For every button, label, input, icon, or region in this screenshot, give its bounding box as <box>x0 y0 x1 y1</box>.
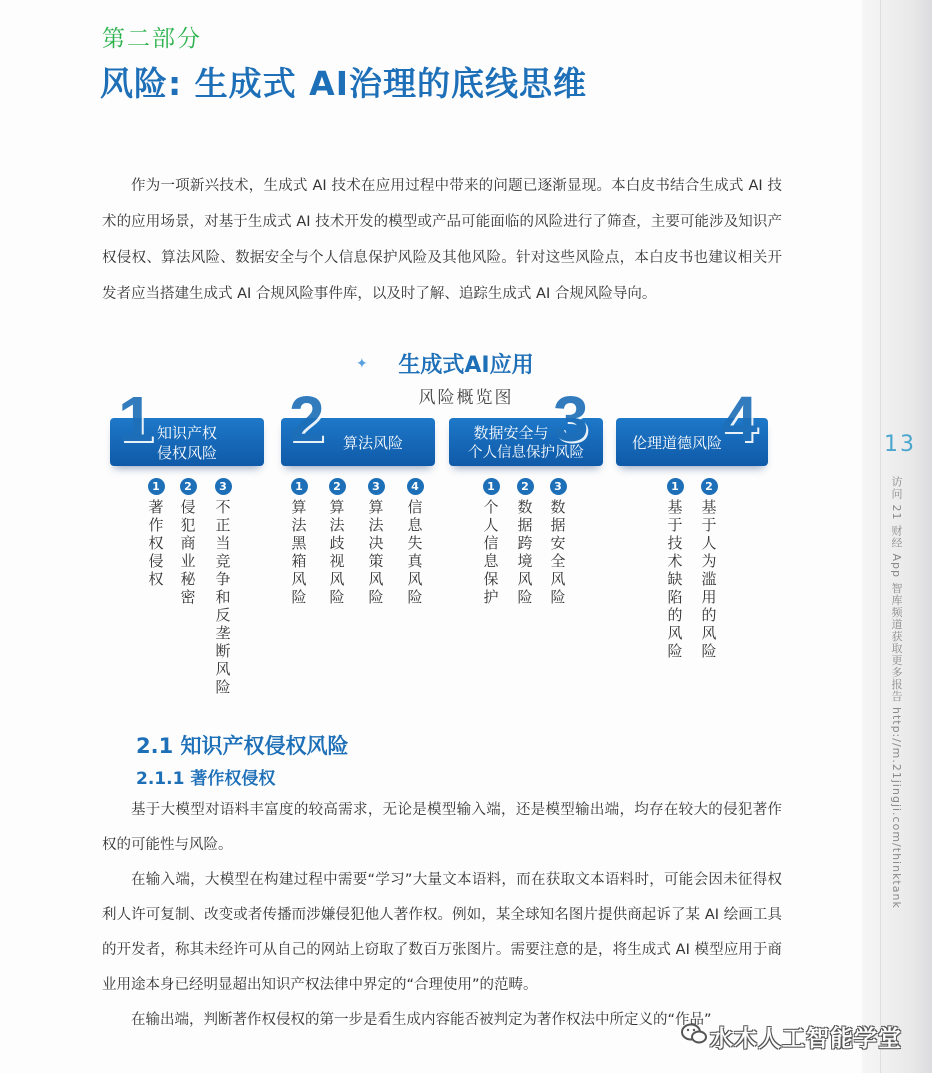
risk-item <box>481 478 501 606</box>
section-heading: 2.1 知识产权侵权风险 <box>136 734 349 758</box>
item-text: 数据跨境风险 <box>517 498 533 606</box>
category-label-line1: 伦理道德风险 <box>631 434 722 452</box>
item-text: 基于技术缺陷的风险 <box>667 498 683 660</box>
wechat-icon <box>680 1022 710 1050</box>
item-text: 个人信息保护 <box>483 498 499 606</box>
category-label-line1: 知识产权 <box>156 424 217 442</box>
item-number: 2 <box>329 478 346 495</box>
category-number: 3 <box>553 383 589 455</box>
item-text: 侵犯商业秘密 <box>180 498 196 606</box>
page-title: 风险: 生成式 AI治理的底线思维 <box>100 64 587 103</box>
part-label: 第二部分 <box>102 26 202 52</box>
item-number: 3 <box>215 478 232 495</box>
risk-item <box>178 478 198 606</box>
intro-paragraph: 作为一项新兴技术，生成式 AI 技术在应用过程中带来的问题已逐渐显现。本白皮书结合生成式 AI 技术的应用场景，对基于生成式 AI 技术开发的模型或产品可能面临的风险进行了筛查，主要可能涉及知识产权侵权、算法风险、数据安全与个人信息保护风险及其他风险。针对这些风险点，本白皮书也建议相关开发者应当搭建生成式 AI 合规风险事件库，以及时了解、追踪生成式 AI 合规风险导向。 <box>102 178 782 302</box>
risk-item <box>213 478 233 696</box>
risk-map-heading: 生成式AI应用 <box>398 353 534 378</box>
watermark-text: 水木人工智能学堂 <box>710 1025 902 1052</box>
risk-item <box>327 478 347 606</box>
risk-item <box>515 478 535 606</box>
risk-map-subheading: 风险概览图 <box>418 388 514 408</box>
category-label-line1: 数据安全与 <box>473 424 549 442</box>
risk-item <box>366 478 386 606</box>
item-number: 3 <box>550 478 567 495</box>
risk-category-2 <box>281 383 435 466</box>
item-number: 4 <box>407 478 424 495</box>
risk-item <box>699 478 719 660</box>
item-number: 3 <box>368 478 385 495</box>
item-text: 算法黑箱风险 <box>291 498 307 606</box>
risk-item <box>146 478 166 588</box>
item-number: 1 <box>483 478 500 495</box>
body-paragraph: 基于大模型对语料丰富度的较高需求，无论是模型输入端，还是模型输出端，均存在较大的侵犯著作权的可能性与风险。 <box>102 802 782 853</box>
category-label-line2: 个人信息保护风险 <box>468 445 584 461</box>
item-number: 1 <box>291 478 308 495</box>
sparkle-icon: ✦ <box>356 356 368 372</box>
item-text: 基于人为滥用的风险 <box>701 498 717 660</box>
item-text: 信息失真风险 <box>407 498 423 606</box>
item-number: 1 <box>667 478 684 495</box>
item-text: 不正当竞争和反垄断风险 <box>215 498 231 696</box>
category-label-line2: 侵权风险 <box>156 444 217 462</box>
item-number: 1 <box>148 478 165 495</box>
page-edge-line <box>880 0 881 1073</box>
risk-item <box>665 478 685 660</box>
risk-item <box>405 478 425 606</box>
page-number: 13 <box>884 432 916 457</box>
body-paragraph: 在输入端，大模型在构建过程中需要“学习”大量文本语料，而在获取文本语料时，可能会因未征得权利人许可复制、改变或者传播而涉嫌侵犯他人著作权。例如，某全球知名图片提供商起诉了某 AI 绘画工具的开发者，称其未经许可从自己的网站上窃取了数百万张图片。需要注意的是，将生成式 AI 模型应用于商业用途本身已经明显超出知识产权法律中界定的“合理使用”的范畴。 <box>102 872 782 993</box>
category-label-line1: 算法风险 <box>342 434 403 452</box>
subsection-heading: 2.1.1 著作权侵权 <box>136 769 276 789</box>
item-number: 2 <box>517 478 534 495</box>
item-text: 数据安全风险 <box>550 498 566 606</box>
item-number: 2 <box>180 478 197 495</box>
body-paragraph: 在输出端，判断著作权侵权的第一步是看生成内容能否被判定为著作权法中所定义的“作品” <box>131 1012 712 1028</box>
watermark <box>680 1016 902 1056</box>
sidebar-vertical-text: 访问 21 财经 App 智库频道获取更多报告 http://m.21jingji.com/thinktank <box>890 476 903 909</box>
item-number: 2 <box>701 478 718 495</box>
risk-category-1 <box>110 383 264 466</box>
risk-item <box>548 478 568 606</box>
category-number: 1 <box>118 383 154 455</box>
item-text: 著作权侵权 <box>148 498 164 588</box>
risk-item <box>289 478 309 606</box>
item-text: 算法决策风险 <box>368 498 384 606</box>
category-number: 4 <box>722 383 758 455</box>
item-text: 算法歧视风险 <box>329 498 345 606</box>
risk-category-4 <box>616 383 768 466</box>
category-number: 2 <box>289 383 325 455</box>
